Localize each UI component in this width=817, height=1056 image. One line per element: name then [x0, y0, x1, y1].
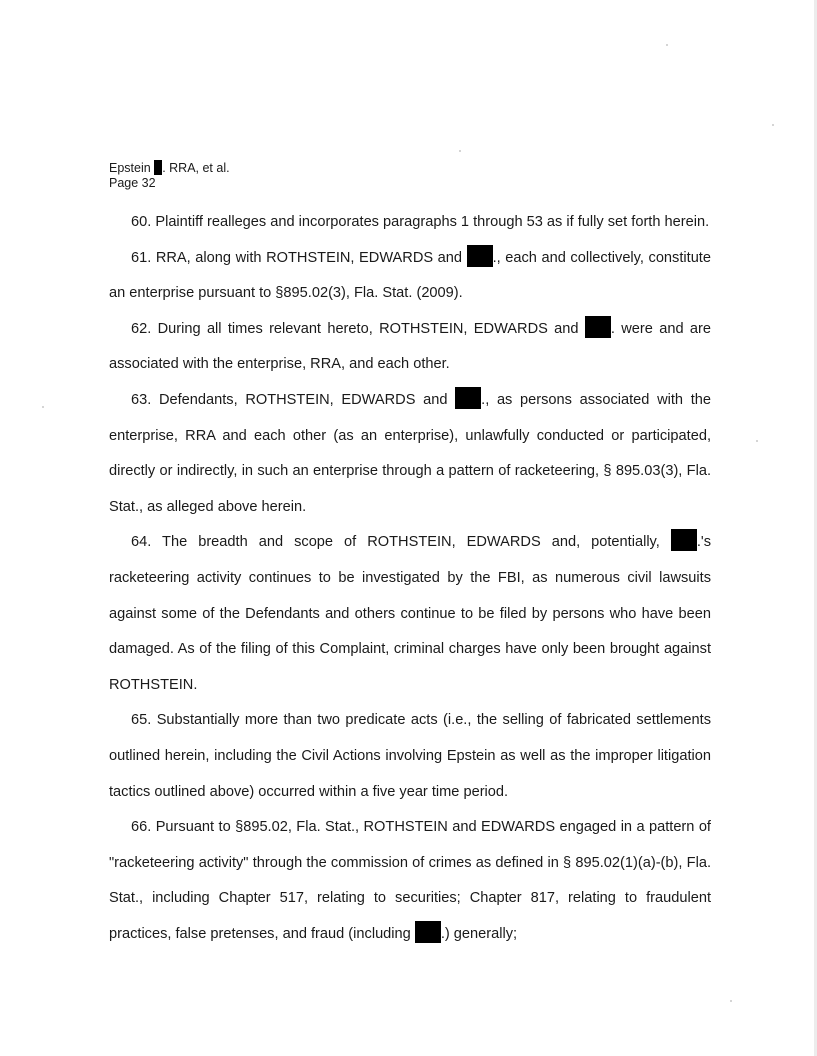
scan-speck: [666, 44, 668, 46]
case-caption-suffix: . RRA, et al.: [162, 161, 230, 175]
scan-speck: [772, 124, 774, 126]
paragraph-text: .) generally;: [440, 925, 518, 942]
paragraph-text: . were and are associated with the enterprise, RRA, and each other.: [109, 320, 711, 373]
document-body: [109, 205, 711, 952]
paragraph-66: [109, 810, 711, 952]
redaction-block: [154, 160, 162, 175]
paragraph-text: .'s racketeering activity continues to be investigated by the FBI, as numerous civil lawsuits against some of the Defendants and others continue to be filed by persons who have been damaged. As of the filing of this Complaint, criminal charges have only been brought against ROTHSTEIN.: [109, 534, 711, 693]
paragraph-text: 62. During all times relevant hereto, ROTHSTEIN, EDWARDS and: [131, 320, 585, 337]
page-header: [109, 160, 230, 191]
paragraph-text: 60. Plaintiff realleges and incorporates paragraphs 1 through 53 as if fully set forth herein.: [131, 214, 710, 230]
paragraph-60: [109, 205, 711, 241]
paragraph-61: [109, 241, 711, 312]
paragraph-62: [109, 312, 711, 383]
paragraph-65: [109, 703, 711, 810]
redaction-block: [585, 316, 611, 338]
paragraph-text: 63. Defendants, ROTHSTEIN, EDWARDS and: [131, 391, 456, 408]
paragraph-text: 66. Pursuant to §895.02, Fla. Stat., ROTHSTEIN and EDWARDS engaged in a pattern of "racketeering activity" through the commission of crimes as defined in § 895.02(1)(a)-(b), Fla. Stat., including Chapter 517, relating to securities; Chapter 817, relating to fraudulent practices, false pretenses, and fraud (including: [109, 819, 711, 942]
redaction-block: [671, 529, 697, 551]
scan-speck: [42, 406, 44, 408]
paragraph-text: 65. Substantially more than two predicate acts (i.e., the selling of fabricated settlements outlined herein, including the Civil Actions involving Epstein as well as the improper litigation tactics outlined above) occurred within a five year time period.: [109, 712, 711, 800]
redaction-block: [467, 245, 493, 267]
paragraph-text: ., as persons associated with the enterprise, RRA and each other (as an enterprise), unlawfully conducted or participated, directly or indirectly, in such an enterprise through a pattern of racketeering, § 895.03(3), Fla. Stat., as alleged above herein.: [109, 391, 711, 515]
scan-speck: [459, 150, 461, 152]
paragraph-text: ., each and collectively, constitute an enterprise pursuant to §895.02(3), Fla. Stat. (2009).: [109, 249, 711, 302]
redaction-block: [455, 387, 481, 409]
page-number: Page 32: [109, 176, 156, 190]
case-caption-prefix: Epstein: [109, 161, 151, 175]
paragraph-64: [109, 525, 711, 703]
paragraph-text: 61. RRA, along with ROTHSTEIN, EDWARDS and: [131, 249, 467, 266]
case-caption: [109, 160, 230, 176]
paragraph-63: [109, 383, 711, 525]
scan-speck: [730, 1000, 732, 1002]
redaction-block: [415, 921, 441, 943]
scan-speck: [756, 440, 758, 442]
paragraph-text: 64. The breadth and scope of ROTHSTEIN, EDWARDS and, potentially,: [131, 534, 671, 551]
